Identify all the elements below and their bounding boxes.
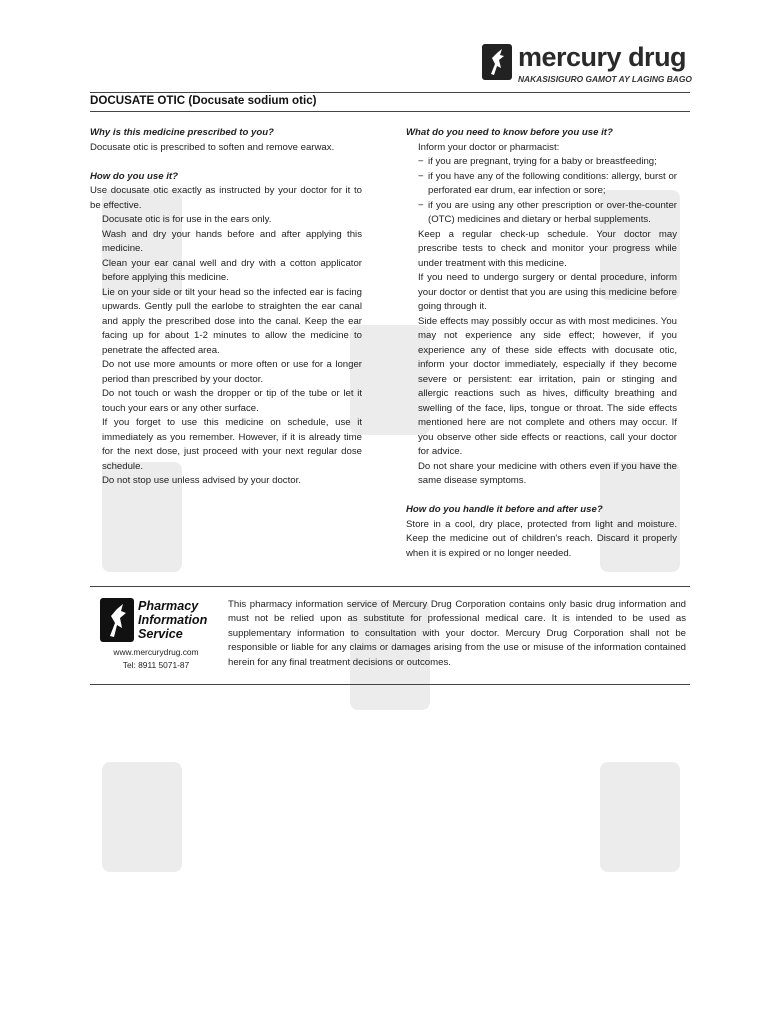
inform-item: − if you are using any other prescription or over-the-counter (OTC) medicines and dietary or herbal supplements. (418, 199, 677, 225)
instruction-item: Clean your ear canal well and dry with a cotton applicator before applying this medicine. (102, 257, 362, 283)
document-title: DOCUSATE OTIC (Docusate sodium otic) (90, 94, 317, 107)
instruction-item: Do not use more amounts or more often or use for a longer period than prescribed by your doctor. (102, 359, 362, 385)
advice-paragraph: Keep a regular check-up schedule. Your doctor may prescribe tests to check and monitor your progress while under treatment with this medicine. (418, 228, 677, 269)
how-intro: Use docusate otic exactly as instructed by your doctor for it to be effective. (90, 185, 362, 211)
right-column (406, 126, 677, 561)
mercury-figure-icon (482, 44, 512, 80)
why-heading: Why is this medicine prescribed to you? (90, 127, 274, 138)
header-rule-top (90, 92, 690, 93)
instruction-item: Do not stop use unless advised by your doctor. (102, 475, 301, 486)
instruction-item: Do not touch or wash the dropper or tip of the tube or let it touch your ears or any other surface. (102, 388, 362, 414)
instruction-item: Lie on your side or tilt your head so the infected ear is facing upwards. Gently pull the earlobe to straighten the ear canal and apply the prescribed dose into the canal. Keep the ear facing up for about 1-2 minutes to allow the medicine to penetrate the affected area. (102, 286, 362, 356)
inform-item: − if you have any of the following conditions: allergy, burst or perforated ear drum, ear infection or sore; (418, 170, 677, 196)
know-heading: What do you need to know before you use it? (406, 127, 613, 138)
inform-intro: Inform your doctor or pharmacist: (418, 141, 560, 153)
footer-rule-top (90, 586, 690, 587)
handle-heading: How do you handle it before and after use? (406, 504, 603, 515)
why-text: Docusate otic is prescribed to soften and remove earwax. (90, 141, 335, 153)
how-heading: How do you use it? (90, 170, 178, 182)
instruction-item: Wash and dry your hands before and after applying this medicine. (102, 228, 362, 254)
disclaimer-text: This pharmacy information service of Mercury Drug Corporation contains only basic drug information and must not be relied upon as substitute for professional medical care. It is intended to be used as supplementary information to consultation with your doctor. Mercury Drug Corporation shall not be responsible or liable for any claims or damages arising from the use or misuse of the information contained herein for any final treatment decisions or outcomes. (228, 599, 686, 668)
header-rule-bottom (90, 111, 690, 112)
mercury-figure-icon (100, 598, 134, 642)
advice-paragraph: If you need to undergo surgery or dental procedure, inform your doctor or dentist that you are using this medicine before going through it. (418, 272, 677, 312)
brand-logo (482, 42, 692, 92)
side-effects-paragraph: Side effects may possibly occur as with most medicines. You may not experience any side effect; however, if you experience any of these side effects with docusate otic, inform your doctor immediately, especially if they become severe or persistent: ear irritation, pain or stinging and allergic reactions such as hives, difficulty breathing and swelling of the face, lips, tongue or throat. The side effects mentioned here are not complete and others may occur. If you observe other side effects or reactions, call your doctor for advice. (418, 315, 677, 457)
brand-tagline: NAKASISIGURO GAMOT AY LAGING BAGO (518, 74, 692, 84)
pharmacy-information-service-logo (100, 598, 220, 642)
instruction-item: Docusate otic is for use in the ears only. (102, 214, 272, 225)
service-name-line3: Service (138, 627, 183, 641)
mercury-figure-watermark-icon (102, 762, 182, 872)
website-text: www.mercurydrug.com (113, 647, 199, 657)
brand-name: mercury drug (518, 42, 687, 72)
left-column (90, 126, 362, 489)
advice-paragraph: Do not share your medicine with others even if you have the same disease symptoms. (418, 460, 677, 486)
footer-rule-bottom (90, 684, 690, 685)
service-name-line1: Pharmacy (138, 599, 199, 613)
handle-text: Store in a cool, dry place, protected from light and moisture. Keep the medicine out of children's reach. Discard it properly when it is expired or no longer needed. (406, 518, 677, 559)
instruction-item: If you forget to use this medicine on schedule, use it immediately as you remember. However, if it is already time for the next dose, just proceed with your next regular dose schedule. (102, 417, 362, 472)
service-name-line2: Information (138, 613, 208, 627)
inform-item: − if you are pregnant, trying for a baby or breastfeeding; (418, 156, 657, 167)
phone-text: Tel: 8911 5071-87 (122, 660, 190, 670)
mercury-figure-watermark-icon (600, 762, 680, 872)
